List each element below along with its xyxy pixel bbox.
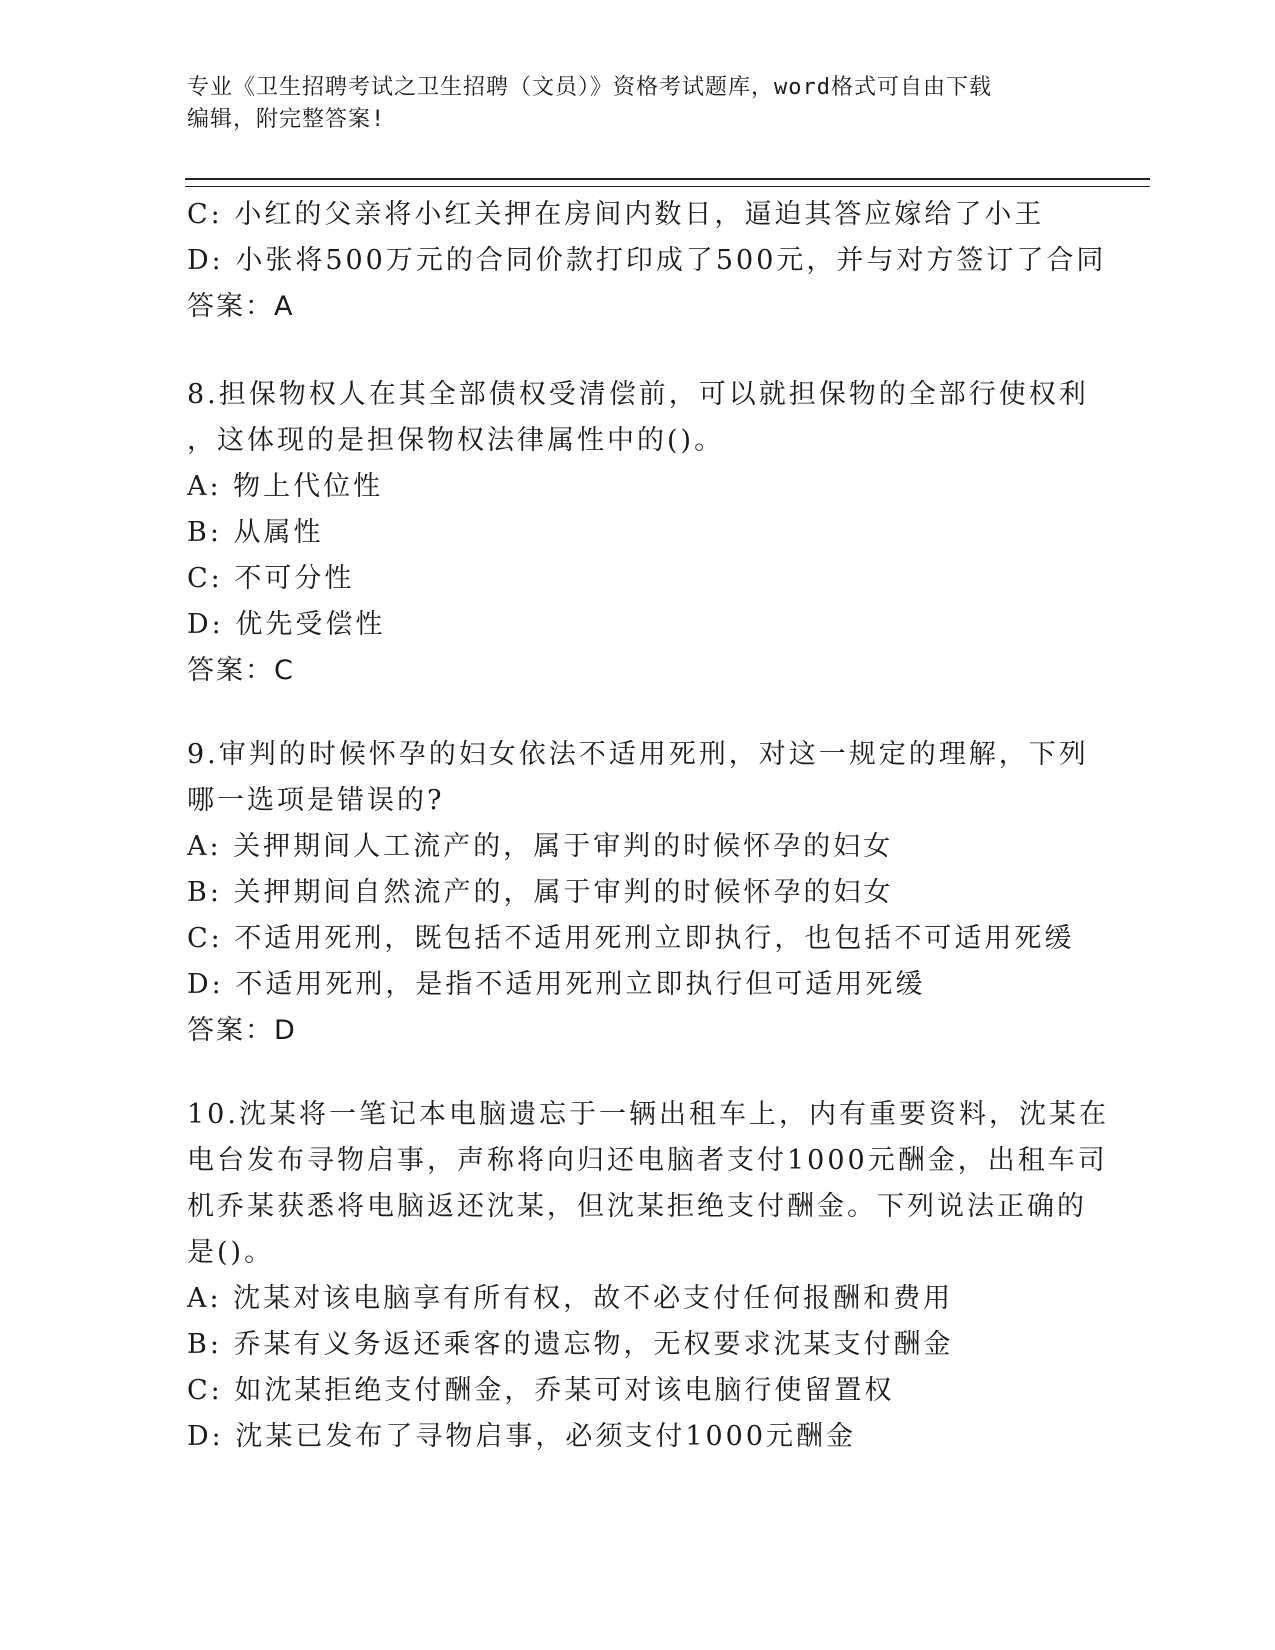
option-d: D: 不适用死刑，是指不适用死刑立即执行但可适用死缓 (187, 969, 926, 1000)
option-c: C: 如沈某拒绝支付酬金，乔某可对该电脑行使留置权 (187, 1375, 895, 1406)
question-stem: 10.沈某将一笔记本电脑遗忘于一辆出租车上，内有重要资料，沈某在 (187, 1099, 1109, 1130)
question-content (187, 192, 1109, 1460)
option-d: D: 沈某已发布了寻物启事，必须支付1000元酬金 (187, 1421, 857, 1452)
answer: 答案：A (187, 291, 295, 322)
question-stem: 9.审判的时候怀孕的妇女依法不适用死刑，对这一规定的理解，下列 (187, 739, 1089, 770)
option-c: C: 小红的父亲将小红关押在房间内数日，逼迫其答应嫁给了小王 (187, 199, 1045, 230)
question-9 (187, 732, 1087, 1054)
option-a: A: 物上代位性 (187, 471, 384, 502)
spacer (187, 694, 1087, 732)
answer: 答案：D (187, 1015, 297, 1046)
answer: 答案：C (187, 655, 295, 686)
option-b: B: 从属性 (187, 517, 324, 548)
header-line-1: 专业《卫生招聘考试之卫生招聘（文员）》资格考试题库，word格式可自由下载 (187, 75, 992, 100)
question-stem: 8.担保物权人在其全部债权受清偿前，可以就担保物的全部行使权利 (187, 379, 1089, 410)
option-c: C: 不可分性 (187, 563, 355, 594)
option-d: D: 优先受偿性 (187, 609, 386, 640)
option-b: B: 乔某有义务返还乘客的遗忘物，无权要求沈某支付酬金 (187, 1329, 954, 1360)
option-a: A: 关押期间人工流产的，属于审判的时候怀孕的妇女 (187, 831, 894, 862)
option-a: A: 沈某对该电脑享有所有权，故不必支付任何报酬和费用 (187, 1283, 954, 1314)
option-c: C: 不适用死刑，既包括不适用死刑立即执行，也包括不可适用死缓 (187, 923, 1075, 954)
header-divider (185, 178, 1150, 187)
document-header (187, 72, 1067, 136)
question-stem: 电台发布寻物启事，声称将向归还电脑者支付1000元酬金，出租车司 (187, 1145, 1108, 1176)
question-8 (187, 372, 1087, 694)
question-stem: 机乔某获悉将电脑返还沈某，但沈某拒绝支付酬金。下列说法正确的 (187, 1191, 1087, 1222)
option-d: D: 小张将500万元的合同价款打印成了500元，并与对方签订了合同 (187, 245, 1107, 276)
option-b: B: 关押期间自然流产的，属于审判的时候怀孕的妇女 (187, 877, 894, 908)
spacer (187, 330, 1087, 372)
spacer (187, 1054, 1087, 1092)
question-7-continued (187, 192, 1107, 330)
question-10 (187, 1092, 1109, 1460)
question-stem: 哪一选项是错误的? (187, 785, 445, 816)
question-stem: ，这体现的是担保物权法律属性中的()。 (187, 425, 725, 456)
header-line-2: 编辑，附完整答案! (187, 107, 386, 132)
question-stem: 是()。 (187, 1237, 275, 1268)
